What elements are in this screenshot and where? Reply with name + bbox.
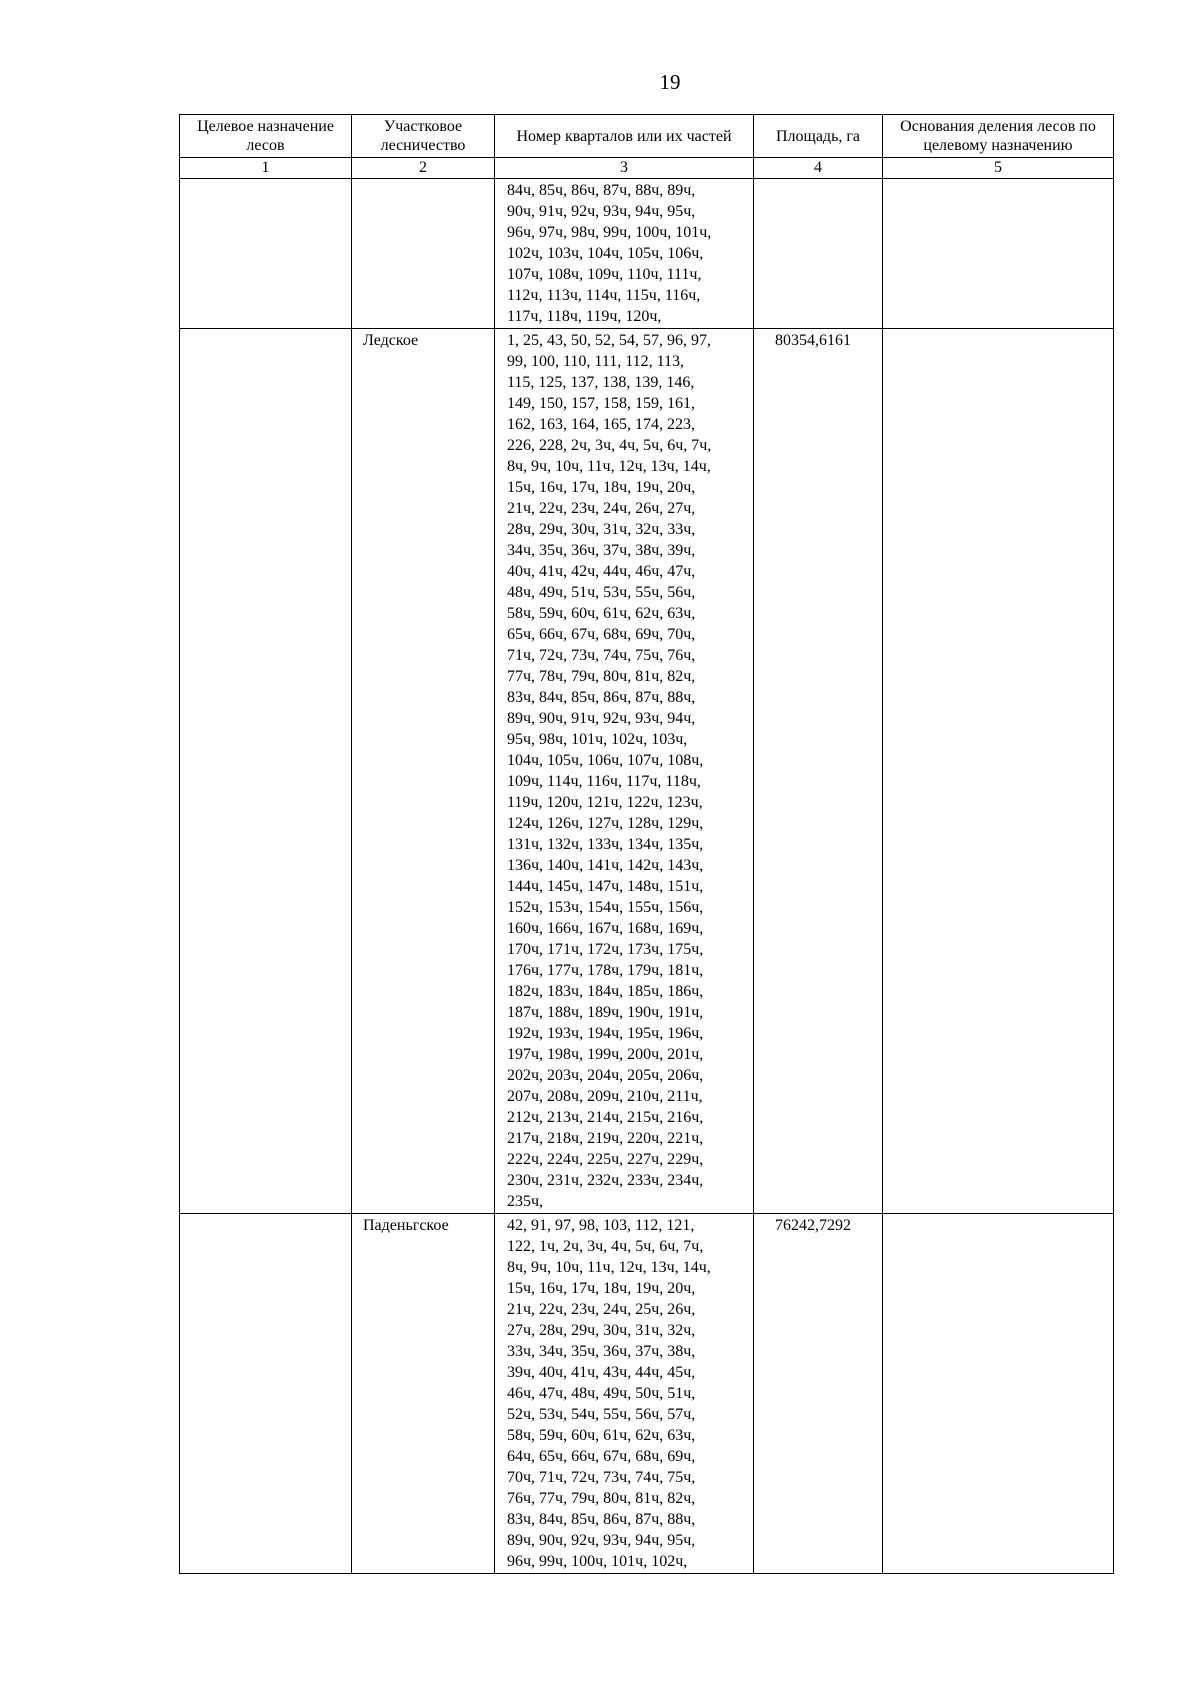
area-cell: 80354,6161 (754, 329, 883, 1214)
quarters-cell: 42, 91, 97, 98, 103, 112, 121, 122, 1ч, 2ч, 3ч, 4ч, 5ч, 6ч, 7ч, 8ч, 9ч, 10ч, 11ч, 12ч, 13ч, 14ч, 15ч, 16ч, 17ч, 18ч, 19ч, 20ч, 21ч, 22ч, 23ч, 24ч, 25ч, 26ч, 27ч, 28ч, 29ч, 30ч, 31ч, 32ч, 33ч, 34ч, 35ч, 36ч, 37ч, 38ч, 39ч, 40ч, 41ч, 43ч, 44ч, 45ч, 46ч, 47ч, 48ч, 49ч, 50ч, 51ч, 52ч, 53ч, 54ч, 55ч, 56ч, 57ч, 58ч, 59ч, 60ч, 61ч, 62ч, 63ч, 64ч, 65ч, 66ч, 67ч, 68ч, 69ч, 70ч, 71ч, 72ч, 73ч, 74ч, 75ч, 76ч, 77ч, 79ч, 80ч, 81ч, 82ч, 83ч, 84ч, 85ч, 86ч, 87ч, 88ч, 89ч, 90ч, 92ч, 93ч, 94ч, 95ч, 96ч, 99ч, 100ч, 101ч, 102ч, (495, 1214, 754, 1574)
table-row (180, 179, 1114, 329)
header-purpose: Целевое назначение лесов (180, 115, 352, 158)
column-number: 1 (180, 158, 352, 179)
purpose-cell (180, 329, 352, 1214)
area-cell: 76242,7292 (754, 1214, 883, 1574)
forestry-cell (352, 179, 495, 329)
column-number: 2 (352, 158, 495, 179)
quarters-cell: 84ч, 85ч, 86ч, 87ч, 88ч, 89ч, 90ч, 91ч, 92ч, 93ч, 94ч, 95ч, 96ч, 97ч, 98ч, 99ч, 100ч, 101ч, 102ч, 103ч, 104ч, 105ч, 106ч, 107ч, 108ч, 109ч, 110ч, 111ч, 112ч, 113ч, 114ч, 115ч, 116ч, 117ч, 118ч, 119ч, 120ч, (495, 179, 754, 329)
quarters-cell: 1, 25, 43, 50, 52, 54, 57, 96, 97, 99, 100, 110, 111, 112, 113, 115, 125, 137, 138, 139, 146, 149, 150, 157, 158, 159, 161, 162, 163, 164, 165, 174, 223, 226, 228, 2ч, 3ч, 4ч, 5ч, 6ч, 7ч, 8ч, 9ч, 10ч, 11ч, 12ч, 13ч, 14ч, 15ч, 16ч, 17ч, 18ч, 19ч, 20ч, 21ч, 22ч, 23ч, 24ч, 26ч, 27ч, 28ч, 29ч, 30ч, 31ч, 32ч, 33ч, 34ч, 35ч, 36ч, 37ч, 38ч, 39ч, 40ч, 41ч, 42ч, 44ч, 46ч, 47ч, 48ч, 49ч, 51ч, 53ч, 55ч, 56ч, 58ч, 59ч, 60ч, 61ч, 62ч, 63ч, 65ч, 66ч, 67ч, 68ч, 69ч, 70ч, 71ч, 72ч, 73ч, 74ч, 75ч, 76ч, 77ч, 78ч, 79ч, 80ч, 81ч, 82ч, 83ч, 84ч, 85ч, 86ч, 87ч, 88ч, 89ч, 90ч, 91ч, 92ч, 93ч, 94ч, 95ч, 98ч, 101ч, 102ч, 103ч, 104ч, 105ч, 106ч, 107ч, 108ч, 109ч, 114ч, 116ч, 117ч, 118ч, 119ч, 120ч, 121ч, 122ч, 123ч, 124ч, 126ч, 127ч, 128ч, 129ч, 131ч, 132ч, 133ч, 134ч, 135ч, 136ч, 140ч, 141ч, 142ч, 143ч, 144ч, 145ч, 147ч, 148ч, 151ч, 152ч, 153ч, 154ч, 155ч, 156ч, 160ч, 166ч, 167ч, 168ч, 169ч, 170ч, 171ч, 172ч, 173ч, 175ч, 176ч, 177ч, 178ч, 179ч, 181ч, 182ч, 183ч, 184ч, 185ч, 186ч, 187ч, 188ч, 189ч, 190ч, 191ч, 192ч, 193ч, 194ч, 195ч, 196ч, 197ч, 198ч, 199ч, 200ч, 201ч, 202ч, 203ч, 204ч, 205ч, 206ч, 207ч, 208ч, 209ч, 210ч, 211ч, 212ч, 213ч, 214ч, 215ч, 216ч, 217ч, 218ч, 219ч, 220ч, 221ч, 222ч, 224ч, 225ч, 227ч, 229ч, 230ч, 231ч, 232ч, 233ч, 234ч, 235ч, (495, 329, 754, 1214)
column-number: 5 (883, 158, 1114, 179)
purpose-cell (180, 1214, 352, 1574)
header-basis: Основания деления лесов по целевому назначению (883, 115, 1114, 158)
purpose-cell (180, 179, 352, 329)
table-row (180, 329, 1114, 1214)
header-forestry: Участковое лесничество (352, 115, 495, 158)
header-area: Площадь, га (754, 115, 883, 158)
basis-cell (883, 179, 1114, 329)
forestry-cell: Ледское (352, 329, 495, 1214)
basis-cell (883, 329, 1114, 1214)
table-header-row (180, 115, 1114, 158)
column-number: 3 (495, 158, 754, 179)
column-number: 4 (754, 158, 883, 179)
forest-purpose-table (179, 114, 1114, 1574)
column-number-row (180, 158, 1114, 179)
page-number: 19 (659, 70, 681, 94)
header-quarters: Номер кварталов или их частей (495, 115, 754, 158)
area-cell (754, 179, 883, 329)
basis-cell (883, 1214, 1114, 1574)
table-row (180, 1214, 1114, 1574)
forestry-cell: Паденьгское (352, 1214, 495, 1574)
